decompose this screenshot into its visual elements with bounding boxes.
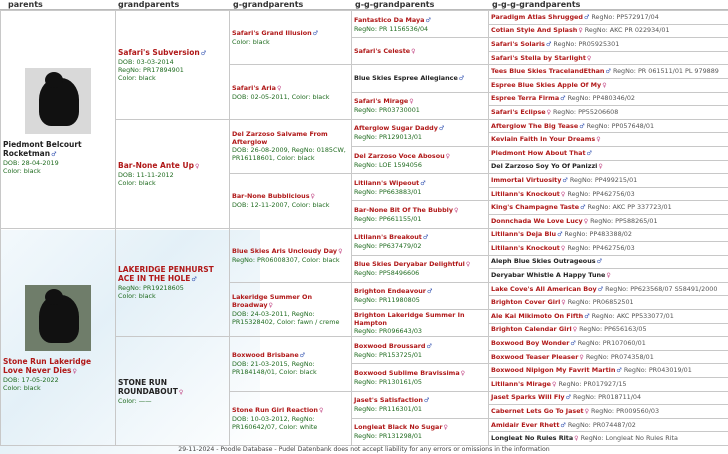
gg-grandparent-name[interactable]: Brighton Endeavour <box>354 287 426 296</box>
grandparent-name[interactable]: LAKERIDGE PENHURST ACE IN THE HOLE <box>118 264 214 283</box>
gg-grandparent-name[interactable]: Litilann's Wipeout <box>354 178 420 187</box>
ggg-grandparent-cell <box>489 378 728 392</box>
ggg-grandparent-name[interactable]: Del Zarzoso Soy Yo Of Panizzi <box>491 162 598 171</box>
ggg-grandparent-name[interactable]: Safari's Stella by Starlight <box>491 53 586 62</box>
ggg-grandparent-cell <box>489 92 728 106</box>
female-icon: ♀ <box>560 190 566 198</box>
ggg-grandparent-cell <box>489 418 728 432</box>
parent-dob: DOB: 17-05-2022 <box>3 376 59 385</box>
ggg-grandparent-name[interactable]: Brighton Cover Girl <box>491 298 561 307</box>
male-icon: ♂ <box>560 421 566 429</box>
ggg-grandparent-name[interactable]: Jaset Sparks Will Fly <box>491 393 565 402</box>
ggg-grandparent-name[interactable]: Paradigm Atlas Shrugged <box>491 12 583 21</box>
header-grandparents: grandparents <box>115 0 229 10</box>
header-parents: parents <box>0 0 115 10</box>
dog-photo[interactable] <box>25 285 91 351</box>
ggg-grandparent-name[interactable]: Brighton Calendar Girl <box>491 325 572 334</box>
ggg-grandparent-regno: RegNo: Longleat No Rules Rita <box>580 434 678 443</box>
female-icon: ♀ <box>318 406 324 414</box>
gg-grandparent-cell <box>352 174 489 201</box>
ggg-grandparent-regno: RegNo: PP656163/05 <box>579 325 647 334</box>
female-icon: ♀ <box>572 326 578 334</box>
gg-grandparent-cell <box>352 391 489 418</box>
female-icon: ♀ <box>338 247 343 255</box>
ggg-grandparent-cell <box>489 255 728 269</box>
male-icon: ♂ <box>570 340 576 348</box>
ggg-grandparent-name[interactable]: Tees Blue Skies TracelandEthan <box>491 67 605 76</box>
ggg-grandparent-cell <box>489 323 728 337</box>
grandparent-cell <box>116 337 230 446</box>
gg-grandparent-cell <box>352 201 489 228</box>
ggg-grandparent-regno: RegNo: PR06852501 <box>567 298 634 307</box>
grandparent-regno: RegNo: PR19218605 <box>118 283 184 292</box>
gg-grandparent-regno: RegNo: PP661155/01 <box>354 214 422 223</box>
ggg-grandparent-regno: RegNo: PR 061511/01 PL 979889 <box>612 67 719 76</box>
male-icon: ♂ <box>545 40 552 48</box>
grandparent-cell <box>116 228 230 337</box>
gg-grandparent-regno: RegNo: LOE 1594056 <box>354 160 422 169</box>
g-grandparent-cell <box>230 282 352 336</box>
ggg-grandparent-cell <box>489 146 728 160</box>
male-icon: ♂ <box>597 285 604 293</box>
gg-grandparent-regno: RegNo: PR153725/01 <box>354 350 422 359</box>
ggg-grandparent-cell <box>489 160 728 174</box>
ggg-grandparent-regno: RegNo: PP572917/04 <box>591 12 659 21</box>
gg-grandparent-regno: RegNo: PR11980805 <box>354 296 420 305</box>
ggg-grandparent-regno: RegNo: PR017927/15 <box>558 379 627 388</box>
gg-grandparent-cell <box>352 38 489 65</box>
gg-grandparent-cell <box>352 337 489 364</box>
female-icon: ♀ <box>445 152 451 160</box>
ggg-grandparent-cell <box>489 310 728 324</box>
ggg-grandparent-name[interactable]: Ale Kai Mikimoto On Fifth <box>491 311 584 320</box>
ggg-grandparent-name[interactable]: Safari's Solaris <box>491 39 545 48</box>
ggg-grandparent-regno: RegNo: PR009560/03 <box>591 407 660 416</box>
ggg-grandparent-regno: RegNo: PP55206608 <box>553 107 619 116</box>
ggg-grandparent-cell <box>489 78 728 92</box>
g-grandparent-cell <box>230 11 352 65</box>
gg-grandparent-regno: RegNo: PR129013/01 <box>354 133 422 142</box>
g-grandparent-details: DOB: 24-03-2011, RegNo: PR15328402, Color: fawn / creme <box>232 310 340 327</box>
footer-disclaimer: 29-11-2024 - Poodle Database - Pudel Datenbank does not accept liability for any errors or omissions in the information <box>178 446 550 453</box>
male-icon: ♂ <box>562 176 568 184</box>
female-icon: ♀ <box>268 302 273 310</box>
grandparent-name[interactable]: Bar-None Ante Up <box>118 160 194 170</box>
grandparent-color: Color: black <box>118 291 156 300</box>
male-icon: ♂ <box>422 234 429 242</box>
g-grandparent-name[interactable]: Blue Skies Aris Uncloudy Day <box>232 246 338 255</box>
male-icon: ♂ <box>425 16 431 24</box>
pedigree-row <box>1 228 728 242</box>
g-grandparent-cell <box>230 174 352 228</box>
g-grandparent-name[interactable]: Del Zarzoso Salvame From Afterglow <box>232 130 328 147</box>
ggg-grandparent-cell <box>489 391 728 405</box>
ggg-grandparent-regno: RegNo: AKC PP 337723/01 <box>587 203 672 212</box>
female-icon: ♀ <box>552 380 557 388</box>
female-icon: ♀ <box>276 84 282 92</box>
grandparent-color: Color: black <box>118 73 156 82</box>
female-icon: ♀ <box>460 370 466 378</box>
gg-grandparent-cell <box>352 364 489 391</box>
male-icon: ♂ <box>426 342 432 350</box>
male-icon: ♂ <box>438 125 445 133</box>
ggg-grandparent-cell <box>489 201 728 215</box>
pedigree-table <box>0 10 728 446</box>
female-icon: ♀ <box>574 435 579 443</box>
male-icon: ♂ <box>605 68 611 76</box>
gg-grandparent-cell <box>352 255 489 282</box>
ggg-grandparent-name[interactable]: Litilann's Knockout <box>491 189 560 198</box>
g-grandparent-details: Color: black <box>232 38 270 47</box>
ggg-grandparent-regno: RegNo: PR043019/01 <box>623 366 692 375</box>
parent-name[interactable]: Stone Run Lakeridge Love Never Dies <box>3 357 92 376</box>
male-icon: ♂ <box>51 150 57 158</box>
gg-grandparent-cell <box>352 282 489 309</box>
female-icon: ♀ <box>72 368 77 376</box>
female-icon: ♀ <box>465 261 471 269</box>
ggg-grandparent-cell <box>489 269 728 283</box>
female-icon: ♀ <box>598 163 603 171</box>
ggg-grandparent-regno: RegNo: PP480346/02 <box>567 94 635 103</box>
ggg-grandparent-name[interactable]: Cotian Style And Splash <box>491 26 578 35</box>
gg-grandparent-name[interactable]: Jaset's Satisfaction <box>354 396 423 405</box>
ggg-grandparent-cell <box>489 432 728 446</box>
gg-grandparent-name[interactable]: Blue Skies Espree Allegiance <box>354 73 458 82</box>
ggg-grandparent-regno: RegNo: PP462756/03 <box>567 189 635 198</box>
grandparent-dob: DOB: 03-03-2014 <box>118 57 174 66</box>
ggg-grandparent-cell <box>489 119 728 133</box>
ggg-grandparent-name[interactable]: Espree Blue Skies Apple Of My <box>491 80 602 89</box>
male-icon: ♂ <box>565 394 571 402</box>
gg-grandparent-cell <box>352 92 489 119</box>
grandparent-name[interactable]: STONE RUN ROUNDABOUT <box>118 377 178 396</box>
ggg-grandparent-regno: RegNo: PR018711/04 <box>573 393 642 402</box>
ggg-grandparent-regno: RegNo: PR05925301 <box>553 39 620 48</box>
parent-cell <box>1 11 116 229</box>
female-icon: ♀ <box>411 47 416 55</box>
gg-grandparent-regno: RegNo: PR130161/05 <box>354 378 422 387</box>
g-grandparent-name[interactable]: Bar-None Bubblicious <box>232 192 310 201</box>
gg-grandparent-name[interactable]: Safari's Celeste <box>354 46 411 55</box>
ggg-grandparent-cell <box>489 51 728 65</box>
gg-grandparent-regno: RegNo: PR096643/03 <box>354 327 422 336</box>
gg-grandparent-cell <box>352 146 489 173</box>
female-icon: ♀ <box>178 388 184 396</box>
ggg-grandparent-cell <box>489 187 728 201</box>
dog-photo[interactable] <box>25 68 91 134</box>
ggg-grandparent-cell <box>489 364 728 378</box>
ggg-grandparent-cell <box>489 242 728 256</box>
parent-cell <box>1 228 116 446</box>
header-gg-grandparents: g-g-grandparents <box>351 0 488 10</box>
g-grandparent-details: RegNo: PR06008307, Color: black <box>232 255 340 264</box>
parent-color: Color: black <box>3 166 41 175</box>
g-grandparent-name[interactable]: Safari's Grand Illusion <box>232 29 312 38</box>
ggg-grandparent-cell <box>489 296 728 310</box>
g-grandparent-details: DOB: 26-08-2009, RegNo: 0185CW, PR16118601, Color: black <box>232 146 346 163</box>
ggg-grandparent-cell <box>489 38 728 52</box>
female-icon: ♀ <box>560 244 566 252</box>
male-icon: ♂ <box>560 95 566 103</box>
male-icon: ♂ <box>458 74 465 82</box>
ggg-grandparent-name[interactable]: Litilann's Knockout <box>491 243 560 252</box>
grandparent-name[interactable]: Safari's Subversion <box>118 47 200 57</box>
ggg-grandparent-regno: RegNo: PP483388/02 <box>564 230 632 239</box>
female-icon: ♀ <box>584 408 589 416</box>
ggg-grandparent-cell <box>489 405 728 419</box>
female-icon: ♀ <box>409 98 414 106</box>
ggg-grandparent-cell <box>489 228 728 242</box>
ggg-grandparent-name[interactable]: Kevlain Faith In Your Dreams <box>491 135 596 144</box>
ggg-grandparent-name[interactable]: Cabernet Lets Go To Jaset <box>491 407 584 416</box>
ggg-grandparent-name[interactable]: Litilann's Mirage <box>491 379 552 388</box>
g-grandparent-name[interactable]: Boxwood Brisbane <box>232 351 299 360</box>
g-grandparent-name[interactable]: Stone Run Girl Reaction <box>232 405 318 414</box>
ggg-grandparent-name[interactable]: Boxwood Boy Wonder <box>491 339 570 348</box>
gg-grandparent-cell <box>352 310 489 337</box>
ggg-grandparent-name[interactable]: Deryabar Whistle A Happy Tune <box>491 271 606 280</box>
ggg-grandparent-cell <box>489 24 728 38</box>
gg-grandparent-name[interactable]: Safari's Mirage <box>354 97 409 106</box>
gg-grandparent-regno: RegNo: PR03730001 <box>354 106 420 115</box>
parent-name[interactable]: Piedmont Belcourt Rocketman <box>3 139 82 158</box>
gg-grandparent-regno: RegNo: PP58496606 <box>354 269 420 278</box>
g-grandparent-details: DOB: 02-05-2011, Color: black <box>232 92 330 101</box>
header-ggg-grandparents: g-g-g-grandparents <box>488 0 728 10</box>
ggg-grandparent-regno: RegNo: PP462756/03 <box>567 243 635 252</box>
gg-grandparent-regno: RegNo: PR116301/01 <box>354 405 422 414</box>
ggg-grandparent-regno: RegNo: PP588265/01 <box>590 216 658 225</box>
female-icon: ♀ <box>546 108 551 116</box>
male-icon: ♂ <box>596 258 602 266</box>
ggg-grandparent-name[interactable]: King's Champagne Taste <box>491 203 580 212</box>
male-icon: ♂ <box>299 352 306 360</box>
ggg-grandparent-name[interactable]: Amidair Ever Rhett <box>491 420 560 429</box>
male-icon: ♂ <box>580 204 586 212</box>
gg-grandparent-name[interactable]: Boxwood Broussard <box>354 341 426 350</box>
ggg-grandparent-name[interactable]: Aleph Blue Skies Outrageous <box>491 257 596 266</box>
female-icon: ♀ <box>596 136 601 144</box>
g-grandparent-cell <box>230 119 352 173</box>
female-icon: ♀ <box>583 217 589 225</box>
gg-grandparent-name[interactable]: Litilann's Breakout <box>354 233 422 242</box>
ggg-grandparent-cell <box>489 174 728 188</box>
gg-grandparent-regno: RegNo: PP637479/02 <box>354 242 422 251</box>
ggg-grandparent-cell <box>489 350 728 364</box>
g-grandparent-details: DOB: 12-11-2007, Color: black <box>232 201 330 210</box>
gg-grandparent-cell <box>352 119 489 146</box>
parent-color: Color: black <box>3 384 41 393</box>
female-icon: ♀ <box>602 81 607 89</box>
ggg-grandparent-name[interactable]: Afterglow The Big Tease <box>491 121 579 130</box>
g-grandparent-name[interactable]: Lakeridge Summer On Broadway <box>232 293 313 310</box>
gg-grandparent-name[interactable]: Brighton Lakeridge Summer In Hampton <box>354 311 465 328</box>
female-icon: ♀ <box>606 272 611 280</box>
ggg-grandparent-name[interactable]: Espree Terra Firma <box>491 94 560 103</box>
ggg-grandparent-name[interactable]: Immortal Virtuosity <box>491 175 562 184</box>
g-grandparent-name[interactable]: Safari's Aria <box>232 83 276 92</box>
female-icon: ♀ <box>578 27 583 35</box>
parent-dob: DOB: 28-04-2019 <box>3 158 59 167</box>
gg-grandparent-name[interactable]: Del Zarzoso Voce Abosou <box>354 151 445 160</box>
ggg-grandparent-regno: RegNo: PP057648/01 <box>586 121 655 130</box>
grandparent-cell <box>116 11 230 120</box>
grandparent-color: Color: black <box>118 178 156 187</box>
gg-grandparent-cell <box>352 11 489 38</box>
ggg-grandparent-cell <box>489 282 728 296</box>
gg-grandparent-name[interactable]: Boxwood Sublime Bravissima <box>354 369 460 378</box>
ggg-grandparent-cell <box>489 65 728 79</box>
ggg-grandparent-regno: RegNo: AKC PP533077/01 <box>591 311 674 320</box>
gg-grandparent-regno: RegNo: PR 1156536/04 <box>354 24 429 33</box>
ggg-grandparent-cell <box>489 11 728 25</box>
ggg-grandparent-regno: RegNo: PR074487/02 <box>567 420 636 429</box>
male-icon: ♂ <box>583 13 590 21</box>
gg-grandparent-regno: RegNo: PR131298/01 <box>354 432 422 441</box>
gg-grandparent-cell <box>352 65 489 92</box>
gg-grandparent-name[interactable]: Afterglow Sugar Daddy <box>354 124 438 133</box>
female-icon: ♀ <box>194 162 200 170</box>
gg-grandparent-name[interactable]: Blue Skies Deryabar Delightful <box>354 260 465 269</box>
ggg-grandparent-cell <box>489 106 728 120</box>
female-icon: ♀ <box>579 353 584 361</box>
female-icon: ♀ <box>586 54 592 62</box>
ggg-grandparent-name[interactable]: Piedmont How About That <box>491 148 586 157</box>
gg-grandparent-name[interactable]: Longleat Black No Sugar <box>354 423 443 432</box>
ggg-grandparent-cell <box>489 337 728 351</box>
male-icon: ♂ <box>191 275 197 283</box>
male-icon: ♂ <box>423 397 430 405</box>
female-icon: ♀ <box>310 193 315 201</box>
gg-grandparent-cell <box>352 418 489 445</box>
gg-grandparent-name[interactable]: Bar-None Bit Of The Bubbly <box>354 205 454 214</box>
ggg-grandparent-regno: RegNo: PP623568/07 S58491/2000 <box>605 284 718 293</box>
pedigree-row <box>1 11 728 25</box>
ggg-grandparent-regno: RegNo: AKC PR 022934/01 <box>584 26 670 35</box>
ggg-grandparent-name[interactable]: Safari's Eclipse <box>491 107 546 116</box>
male-icon: ♂ <box>579 122 585 130</box>
grandparent-regno: RegNo: PR17894901 <box>118 65 184 74</box>
ggg-grandparent-name[interactable]: Lake Cove's All American Boy <box>491 284 597 293</box>
female-icon: ♀ <box>443 424 448 432</box>
ggg-grandparent-regno: RegNo: PR074358/01 <box>585 352 654 361</box>
ggg-grandparent-cell <box>489 133 728 147</box>
male-icon: ♂ <box>200 49 207 57</box>
male-icon: ♂ <box>420 179 426 187</box>
female-icon: ♀ <box>454 206 459 214</box>
grandparent-cell <box>116 119 230 228</box>
g-grandparent-cell <box>230 337 352 391</box>
g-grandparent-cell <box>230 391 352 445</box>
g-grandparent-details: DOB: 21-03-2015, RegNo: PR184148/01, Color: black <box>232 360 317 377</box>
male-icon: ♂ <box>426 288 433 296</box>
grandparent-dob: DOB: 11-11-2012 <box>118 170 174 179</box>
ggg-grandparent-name[interactable]: Boxwood Nipigon My Favrit Martin <box>491 366 616 375</box>
male-icon: ♂ <box>312 30 319 38</box>
male-icon: ♂ <box>616 367 622 375</box>
female-icon: ♀ <box>561 299 566 307</box>
gg-grandparent-regno: RegNo: PP663883/01 <box>354 187 422 196</box>
g-grandparent-cell <box>230 65 352 119</box>
grandparent-color: Color: —— <box>118 396 152 405</box>
ggg-grandparent-name[interactable]: Litilann's Deja Blu <box>491 230 557 239</box>
male-icon: ♂ <box>584 312 590 320</box>
ggg-grandparent-cell <box>489 214 728 228</box>
header-g-grandparents: g-grandparents <box>229 0 351 10</box>
male-icon: ♂ <box>557 231 563 239</box>
ggg-grandparent-name[interactable]: Longleat No Rules Rita <box>491 434 574 443</box>
g-grandparent-cell <box>230 228 352 282</box>
g-grandparent-details: DOB: 10-03-2012, RegNo: PR160642/07, Color: white <box>232 414 318 431</box>
gg-grandparent-cell <box>352 228 489 255</box>
ggg-grandparent-regno: RegNo: PP499215/01 <box>569 175 638 184</box>
male-icon: ♂ <box>586 149 592 157</box>
ggg-grandparent-regno: RegNo: PR107060/01 <box>577 339 646 348</box>
ggg-grandparent-name[interactable]: Donnchada We Love Lucy <box>491 216 583 225</box>
ggg-grandparent-name[interactable]: Boxwood Teaser Pleaser <box>491 352 579 361</box>
gg-grandparent-name[interactable]: Fantastico Da Maya <box>354 15 425 24</box>
